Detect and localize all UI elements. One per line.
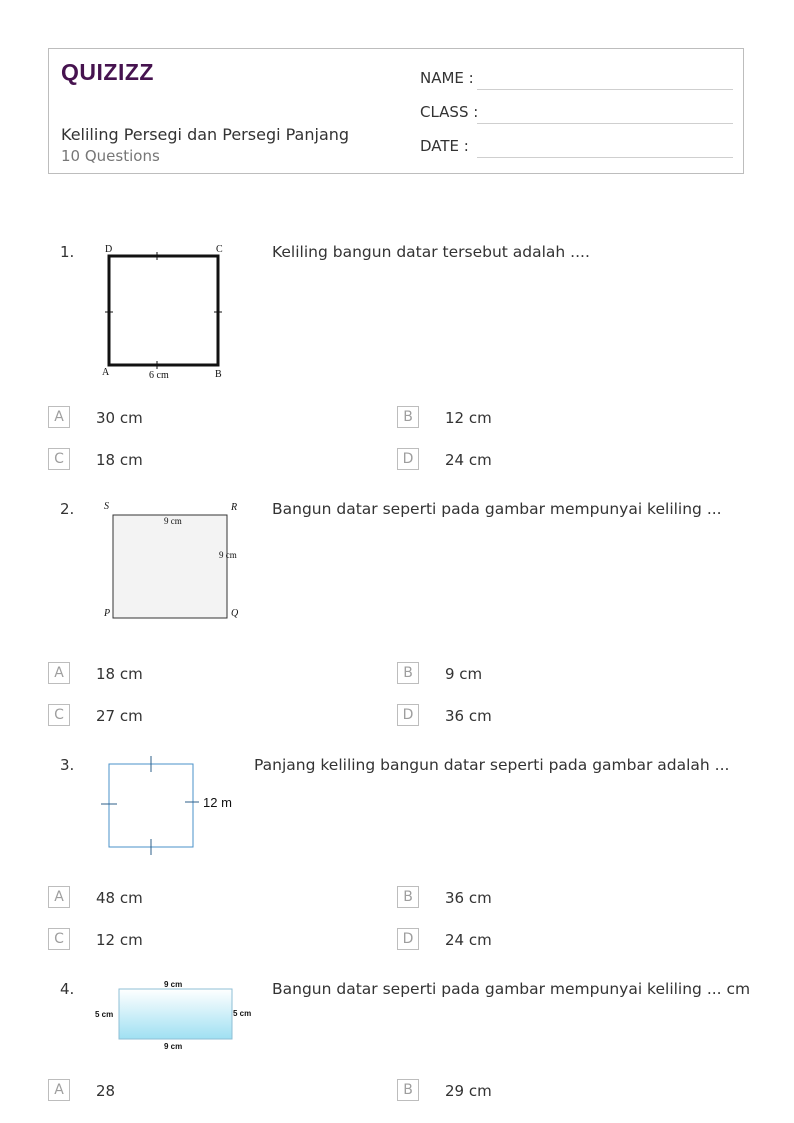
option-a-box[interactable]: A [48, 1079, 70, 1101]
question-number: 2. [60, 500, 75, 518]
option-b-text: 9 cm [445, 665, 483, 683]
rectangle-figure [92, 976, 262, 1052]
question-text: Bangun datar seperti pada gambar mempunyai keliling ... cm [272, 980, 751, 998]
vertex-label: A [102, 367, 110, 378]
option-a-box[interactable]: A [48, 886, 70, 908]
question-number: 3. [60, 756, 75, 774]
option-c-text: 12 cm [96, 931, 143, 949]
square-figure [98, 240, 228, 384]
option-c-box[interactable]: C [48, 448, 70, 470]
worksheet-title: Keliling Persegi dan Persegi Panjang [61, 125, 350, 144]
name-line[interactable] [477, 89, 733, 90]
quizizz-logo: QUIZIZZ [61, 59, 154, 85]
option-b-text: 12 cm [445, 409, 492, 427]
worksheet-header [48, 48, 744, 174]
option-b-text: 29 cm [445, 1082, 492, 1100]
side-length-label: 5 cm [233, 1009, 252, 1018]
option-c-text: 18 cm [96, 451, 143, 469]
option-a-box[interactable]: A [48, 406, 70, 428]
option-d-text: 36 cm [445, 707, 492, 725]
vertex-label: B [215, 369, 222, 380]
option-d-box[interactable]: D [397, 448, 419, 470]
question-count: 10 Questions [61, 147, 160, 165]
option-b-box[interactable]: B [397, 406, 419, 428]
vertex-label: P [104, 608, 111, 619]
class-label: CLASS : [420, 103, 479, 121]
option-d-box[interactable]: D [397, 704, 419, 726]
option-d-text: 24 cm [445, 451, 492, 469]
option-b-box[interactable]: B [397, 886, 419, 908]
option-c-box[interactable]: C [48, 928, 70, 950]
question-text: Panjang keliling bangun datar seperti pada gambar adalah ... [254, 756, 730, 774]
name-label: NAME : [420, 69, 474, 87]
option-c-text: 27 cm [96, 707, 143, 725]
option-b-box[interactable]: B [397, 1079, 419, 1101]
question-number: 4. [60, 980, 75, 998]
vertex-label: Q [231, 608, 239, 619]
option-d-text: 24 cm [445, 931, 492, 949]
side-length-label: 5 cm [95, 1010, 114, 1019]
date-line[interactable] [477, 157, 733, 158]
side-length-label: 12 m [203, 795, 232, 810]
option-b-text: 36 cm [445, 889, 492, 907]
question-number: 1. [60, 243, 75, 261]
side-length-label: 9 cm [164, 1042, 183, 1051]
side-length-label: 6 cm [149, 370, 169, 381]
option-c-box[interactable]: C [48, 704, 70, 726]
question-text: Bangun datar seperti pada gambar mempunyai keliling ... [272, 500, 722, 518]
class-line[interactable] [477, 123, 733, 124]
vertex-label: D [105, 244, 113, 255]
question-text: Keliling bangun datar tersebut adalah .... [272, 243, 590, 261]
side-length-label: 9 cm [219, 550, 237, 560]
vertex-label: R [231, 502, 238, 513]
option-a-text: 28 [96, 1082, 116, 1100]
option-a-text: 30 cm [96, 409, 143, 427]
option-a-text: 18 cm [96, 665, 143, 683]
option-a-box[interactable]: A [48, 662, 70, 684]
square-figure [98, 496, 248, 624]
option-d-box[interactable]: D [397, 928, 419, 950]
side-length-label: 9 cm [164, 980, 183, 989]
side-length-label: 9 cm [164, 516, 182, 526]
option-a-text: 48 cm [96, 889, 143, 907]
vertex-label: C [216, 244, 223, 255]
vertex-label: S [104, 501, 109, 512]
date-label: DATE : [420, 137, 469, 155]
option-b-box[interactable]: B [397, 662, 419, 684]
square-figure [98, 752, 244, 856]
